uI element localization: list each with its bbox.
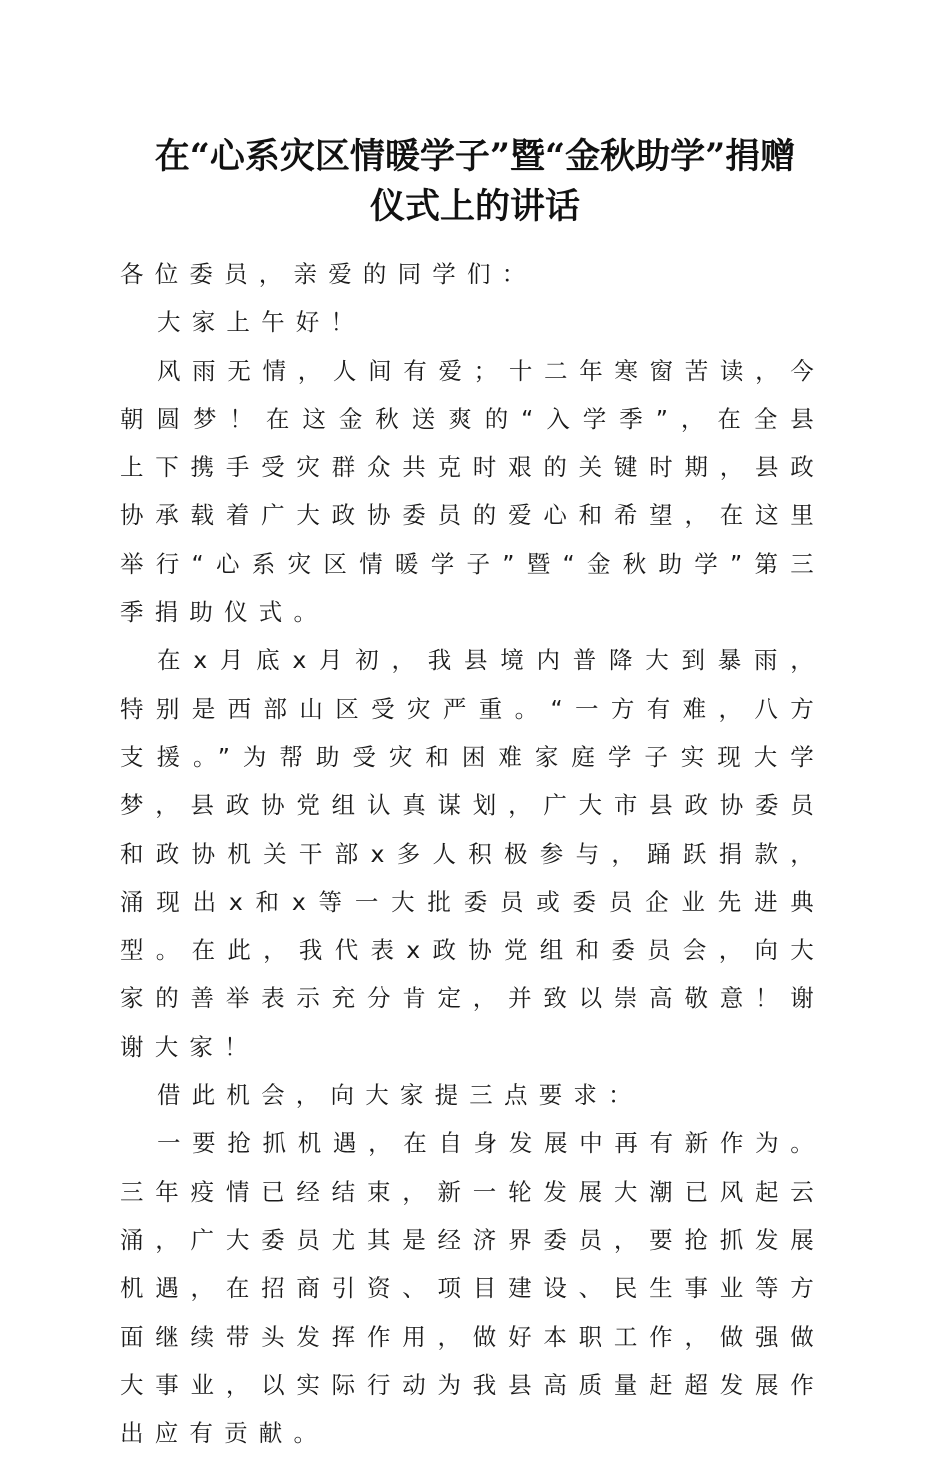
paragraph-opening: 风雨无情，人间有爱；十二年寒窗苦读，今朝圆梦！在这金秋送爽的“入学季”，在全县上下携手受灾群众共克时艰的关键时期，县政协承载着广大政协委员的爱心和希望，在这里举行“心系灾区情暖学子”暨“金秋助学”第三季捐助仪式。 — [120, 356, 825, 627]
paragraph-greeting: 大家上午好！ — [157, 308, 366, 337]
paragraph-requirement-1: 一要抢抓机遇，在自身发展中再有新作为。三年疫情已经结束，新一轮发展大潮已风起云涌，广大委员尤其是经济界委员，要抢抓发展机遇，在招商引资、项目建设、民生事业等方面继续带头发挥作用，做好本职工作，做强做大事业，以实际行动为我县高质量赶超发展作出应有贡献。 — [120, 1129, 825, 1448]
salutation: 各位委员，亲爱的同学们： — [120, 260, 537, 288]
title-line-1: 在“心系灾区情暖学子”暨“金秋助学”捐赠 — [154, 136, 796, 177]
paragraph-requirements-intro: 借此机会，向大家提三点要求： — [157, 1081, 643, 1110]
title-line-2: 仪式上的讲话 — [369, 186, 580, 227]
document-body — [120, 250, 825, 1457]
document-title — [100, 132, 850, 232]
paragraph-background: 在x月底x月初，我县境内普降大到暴雨，特别是西部山区受灾严重。“一方有难，八方支援。”为帮助受灾和困难家庭学子实现大学梦，县政协党组认真谋划，广大市县政协委员和政协机关干部x多人积极参与，踊跃捐款，涌现出x和x等一大批委员或委员企业先进典型。在此，我代表x政协党组和委员会，向大家的善举表示充分肯定，并致以崇高敬意！谢谢大家！ — [120, 646, 825, 1061]
